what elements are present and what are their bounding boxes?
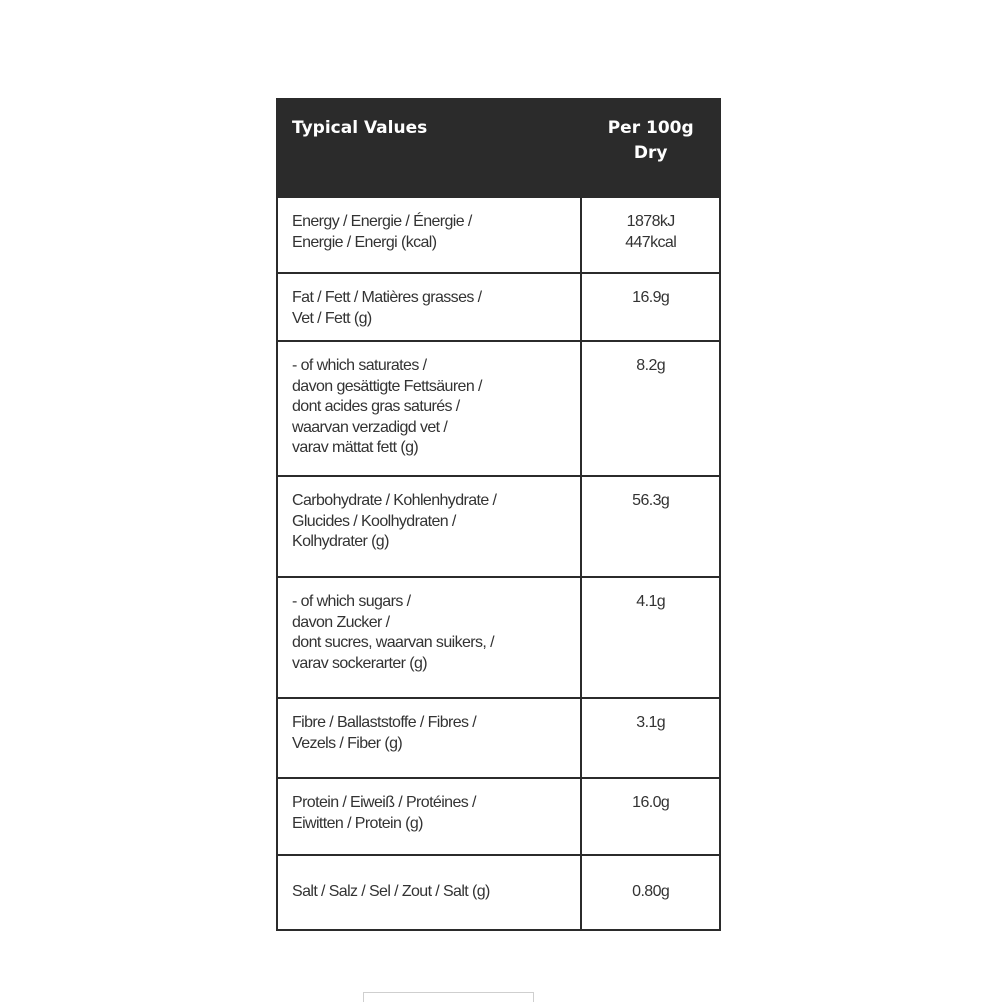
nutrient-label: Energy / Energie / Énergie / Energie / Energi (kcal) (277, 197, 581, 273)
table-row-carbohydrate (277, 476, 720, 577)
header-typical-values: Typical Values (277, 99, 581, 197)
table-row-energy (277, 197, 720, 273)
header-per-100g: Per 100g (607, 118, 694, 138)
nutrient-label: Salt / Salz / Sel / Zout / Salt (g) (277, 855, 581, 930)
table-row-protein (277, 778, 720, 855)
nutrient-label: Fat / Fett / Matières grasses / Vet / Fett (g) (277, 273, 581, 341)
header-dry: Dry (633, 143, 668, 163)
header-row (277, 99, 720, 197)
nutrient-value: 16.9g (581, 273, 720, 341)
nutrient-value: 3.1g (581, 698, 720, 778)
table-row-sugars (277, 577, 720, 698)
nutrient-value: 8.2g (581, 341, 720, 476)
nutrient-value: 1878kJ 447kcal (581, 197, 720, 273)
nutrient-label: - of which sugars / davon Zucker / dont sucres, waarvan suikers, / varav sockerarter (g) (277, 577, 581, 698)
nutrient-value: 4.1g (581, 577, 720, 698)
nutrition-table (276, 98, 721, 931)
table-row-saturates (277, 341, 720, 476)
table-body (277, 197, 720, 930)
bottom-edge-element (363, 992, 534, 1002)
nutrient-label: Carbohydrate / Kohlenhydrate / Glucides / Koolhydraten / Kolhydrater (g) (277, 476, 581, 577)
nutrient-label: - of which saturates / davon gesättigte Fettsäuren / dont acides gras saturés / waarvan verzadigd vet / varav mättat fett (g) (277, 341, 581, 476)
nutrient-label: Protein / Eiweiß / Protéines / Eiwitten / Protein (g) (277, 778, 581, 855)
table-row-fat (277, 273, 720, 341)
table-header (277, 99, 720, 197)
table-row-salt (277, 855, 720, 930)
header-per-100g-dry (581, 99, 720, 197)
table-row-fibre (277, 698, 720, 778)
nutrient-label: Fibre / Ballaststoffe / Fibres / Vezels / Fiber (g) (277, 698, 581, 778)
nutrient-value: 56.3g (581, 476, 720, 577)
nutrient-value: 0.80g (581, 855, 720, 930)
nutrient-value: 16.0g (581, 778, 720, 855)
